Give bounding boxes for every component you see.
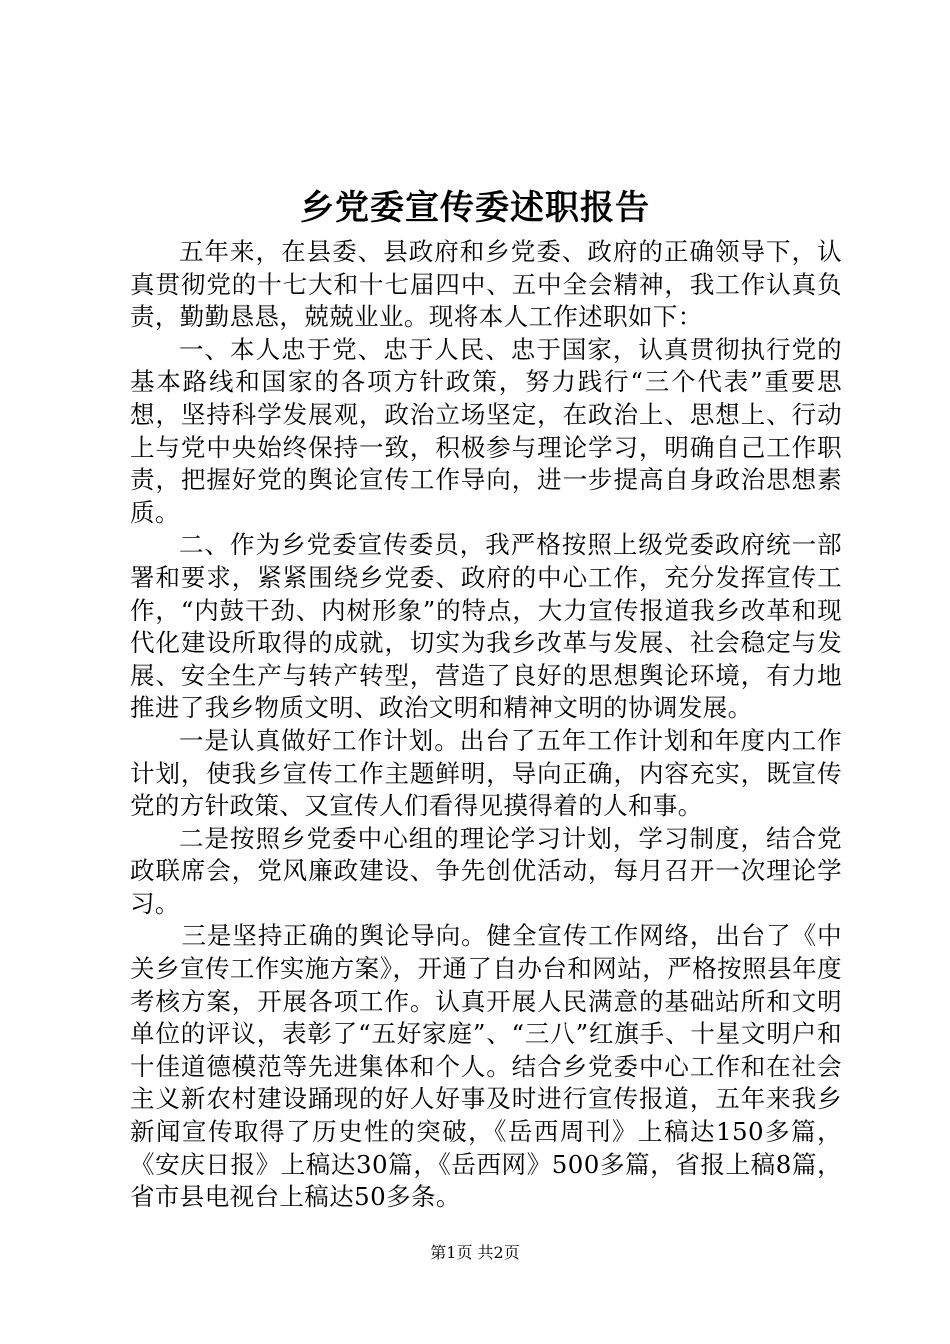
paragraph-intro: 五年来，在县委、县政府和乡党委、政府的正确领导下，认真贯彻党的十七大和十七届四中、五中全会精神，我工作认真负责，勤勤恳恳，兢兢业业。现将本人工作述职如下： bbox=[130, 237, 842, 332]
paragraph-section-2: 二、作为乡党委宣传委员，我严格按照上级党委政府统一部署和要求，紧紧围绕乡党委、政府的中心工作，充分发挥宣传工作，“内鼓干劲、内树形象”的特点，大力宣传报道我乡改革和现代化建设所取得的成就，切实为我乡改革与发展、社会稳定与发展、安全生产与转产转型，营造了良好的思想舆论环境，有力地推进了我乡物质文明、政治文明和精神文明的协调发展。 bbox=[130, 530, 842, 723]
paragraph-item-1: 一是认真做好工作计划。出台了五年工作计划和年度内工作计划，使我乡宣传工作主题鲜明，导向正确，内容充实，既宣传党的方针政策、又宣传人们看得见摸得着的人和事。 bbox=[130, 725, 842, 821]
page-number-footer: 第1页 共2页 bbox=[430, 1243, 520, 1262]
document-title: 乡党委宣传委述职报告 bbox=[300, 188, 650, 228]
paragraph-item-3: 三是坚持正确的舆论导向。健全宣传工作网络，出台了《中关乡宣传工作实施方案》，开通了自办台和网站，严格按照县年度考核方案，开展各项工作。认真开展人民满意的基础站所和文明单位的评议，表彰了“五好家庭”、“三八”红旗手、十星文明户和十佳道德模范等先进集体和个人。结合乡党委中心工作和在社会主义新农村建设踊现的好人好事及时进行宣传报道，五年来我乡新闻宣传取得了历史性的突破，《岳西周刊》上稿达150多篇，《安庆日报》上稿达30篇，《岳西网》500多篇，省报上稿8篇，省市县电视台上稿达50多条。 bbox=[130, 921, 842, 1212]
document-body bbox=[130, 236, 842, 1214]
paragraph-item-2: 二是按照乡党委中心组的理论学习计划，学习制度，结合党政联席会，党风廉政建设、争先创优活动，每月召开一次理论学习。 bbox=[130, 823, 842, 918]
paragraph-section-1: 一、本人忠于党、忠于人民、忠于国家，认真贯彻执行党的基本路线和国家的各项方针政策，努力践行“三个代表”重要思想，坚持科学发展观，政治立场坚定，在政治上、思想上、行动上与党中央始终保持一致，积极参与理论学习，明确自己工作职责，把握好党的舆论宣传工作导向，进一步提高自身政治思想素质。 bbox=[130, 334, 842, 527]
